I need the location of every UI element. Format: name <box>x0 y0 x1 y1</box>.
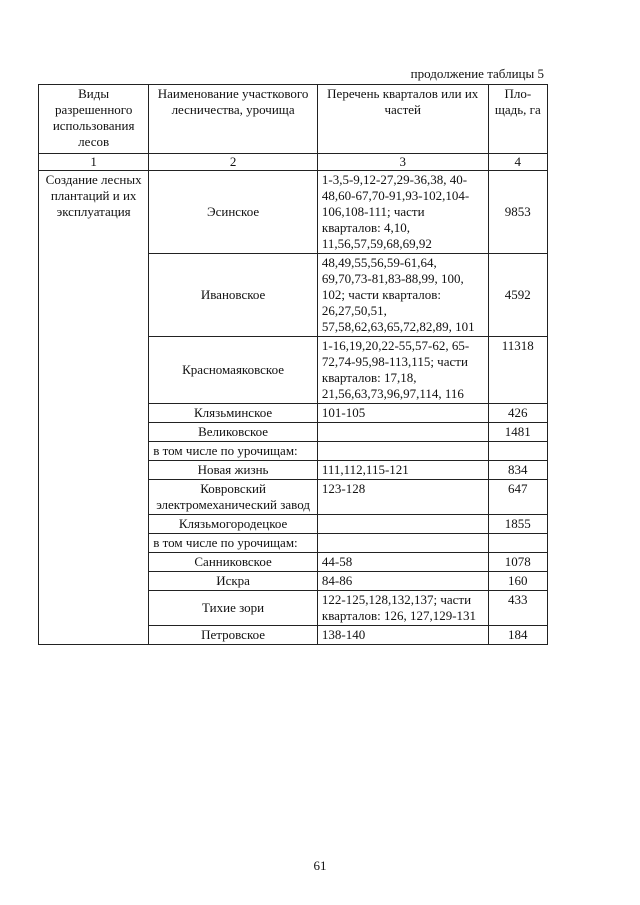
tract-name: Новая жизнь <box>149 461 318 480</box>
quarters-list: 44-58 <box>317 553 488 572</box>
column-number: 3 <box>317 154 488 171</box>
quarters-list: 123-128 <box>317 480 488 515</box>
table-row <box>39 171 548 254</box>
area-value: 160 <box>488 572 547 591</box>
header-use-type: Виды разрешенного использования лесов <box>39 85 149 154</box>
area-value: 1855 <box>488 515 547 534</box>
quarters-list: 1-3,5-9,12-27,29-36,38, 40-48,60-67,70-91,93-102,104-106,108-111; части кварталов: 4,10, 11,56,57,59,68,69,92 <box>317 171 488 254</box>
area-value: 433 <box>488 591 547 626</box>
area-value: 1481 <box>488 423 547 442</box>
quarters-list: 122-125,128,132,137; части кварталов: 126, 127,129-131 <box>317 591 488 626</box>
forestry-name: Эсинское <box>149 171 318 254</box>
forestry-name: Петровское <box>149 626 318 645</box>
header-forestry-name: Наименование участкового лесничества, урочища <box>149 85 318 154</box>
quarters-list: 138-140 <box>317 626 488 645</box>
use-type-cell: Создание лесных плантаций и их эксплуатация <box>39 171 149 645</box>
forestry-name: Великовское <box>149 423 318 442</box>
forest-use-table <box>38 84 548 645</box>
area-value: 11318 <box>488 337 547 404</box>
column-number: 1 <box>39 154 149 171</box>
area-value: 834 <box>488 461 547 480</box>
quarters-list: 111,112,115-121 <box>317 461 488 480</box>
page-number: 61 <box>313 858 327 873</box>
subgroup-label: в том числе по урочищам: <box>149 534 318 553</box>
area-value: 1078 <box>488 553 547 572</box>
quarters-list: 48,49,55,56,59-61,64, 69,70,73-81,83-88,99, 100, 102; части кварталов: 26,27,50,51, 57,58,62,63,65,72,82,89, 101 <box>317 254 488 337</box>
forestry-name: Ивановское <box>149 254 318 337</box>
quarters-list: 1-16,19,20,22-55,57-62, 65-72,74-95,98-113,115; части кварталов: 17,18, 21,56,63,73,96,97,114, 116 <box>317 337 488 404</box>
quarters-list <box>317 423 488 442</box>
column-number: 4 <box>488 154 547 171</box>
tract-name: Ковровский электромеханический завод <box>149 480 318 515</box>
area-value: 9853 <box>488 171 547 254</box>
area-value: 4592 <box>488 254 547 337</box>
forestry-name: Клязьмогородецкое <box>149 515 318 534</box>
header-quarters-list: Перечень кварталов или их частей <box>317 85 488 154</box>
column-number-row <box>39 154 548 171</box>
tract-name: Тихие зори <box>149 591 318 626</box>
quarters-list <box>317 515 488 534</box>
subgroup-label: в том числе по урочищам: <box>149 442 318 461</box>
area-value: 426 <box>488 404 547 423</box>
tract-name: Санниковское <box>149 553 318 572</box>
area-value: 647 <box>488 480 547 515</box>
quarters-list: 101-105 <box>317 404 488 423</box>
area-value <box>488 534 547 553</box>
area-value <box>488 442 547 461</box>
header-area: Пло-щадь, га <box>488 85 547 154</box>
quarters-list <box>317 534 488 553</box>
forestry-name: Клязьминское <box>149 404 318 423</box>
area-value: 184 <box>488 626 547 645</box>
header-row <box>39 85 548 154</box>
forestry-name: Красномаяковское <box>149 337 318 404</box>
tract-name: Искра <box>149 572 318 591</box>
column-number: 2 <box>149 154 318 171</box>
quarters-list: 84-86 <box>317 572 488 591</box>
quarters-list <box>317 442 488 461</box>
table-caption: продолжение таблицы 5 <box>410 66 544 81</box>
